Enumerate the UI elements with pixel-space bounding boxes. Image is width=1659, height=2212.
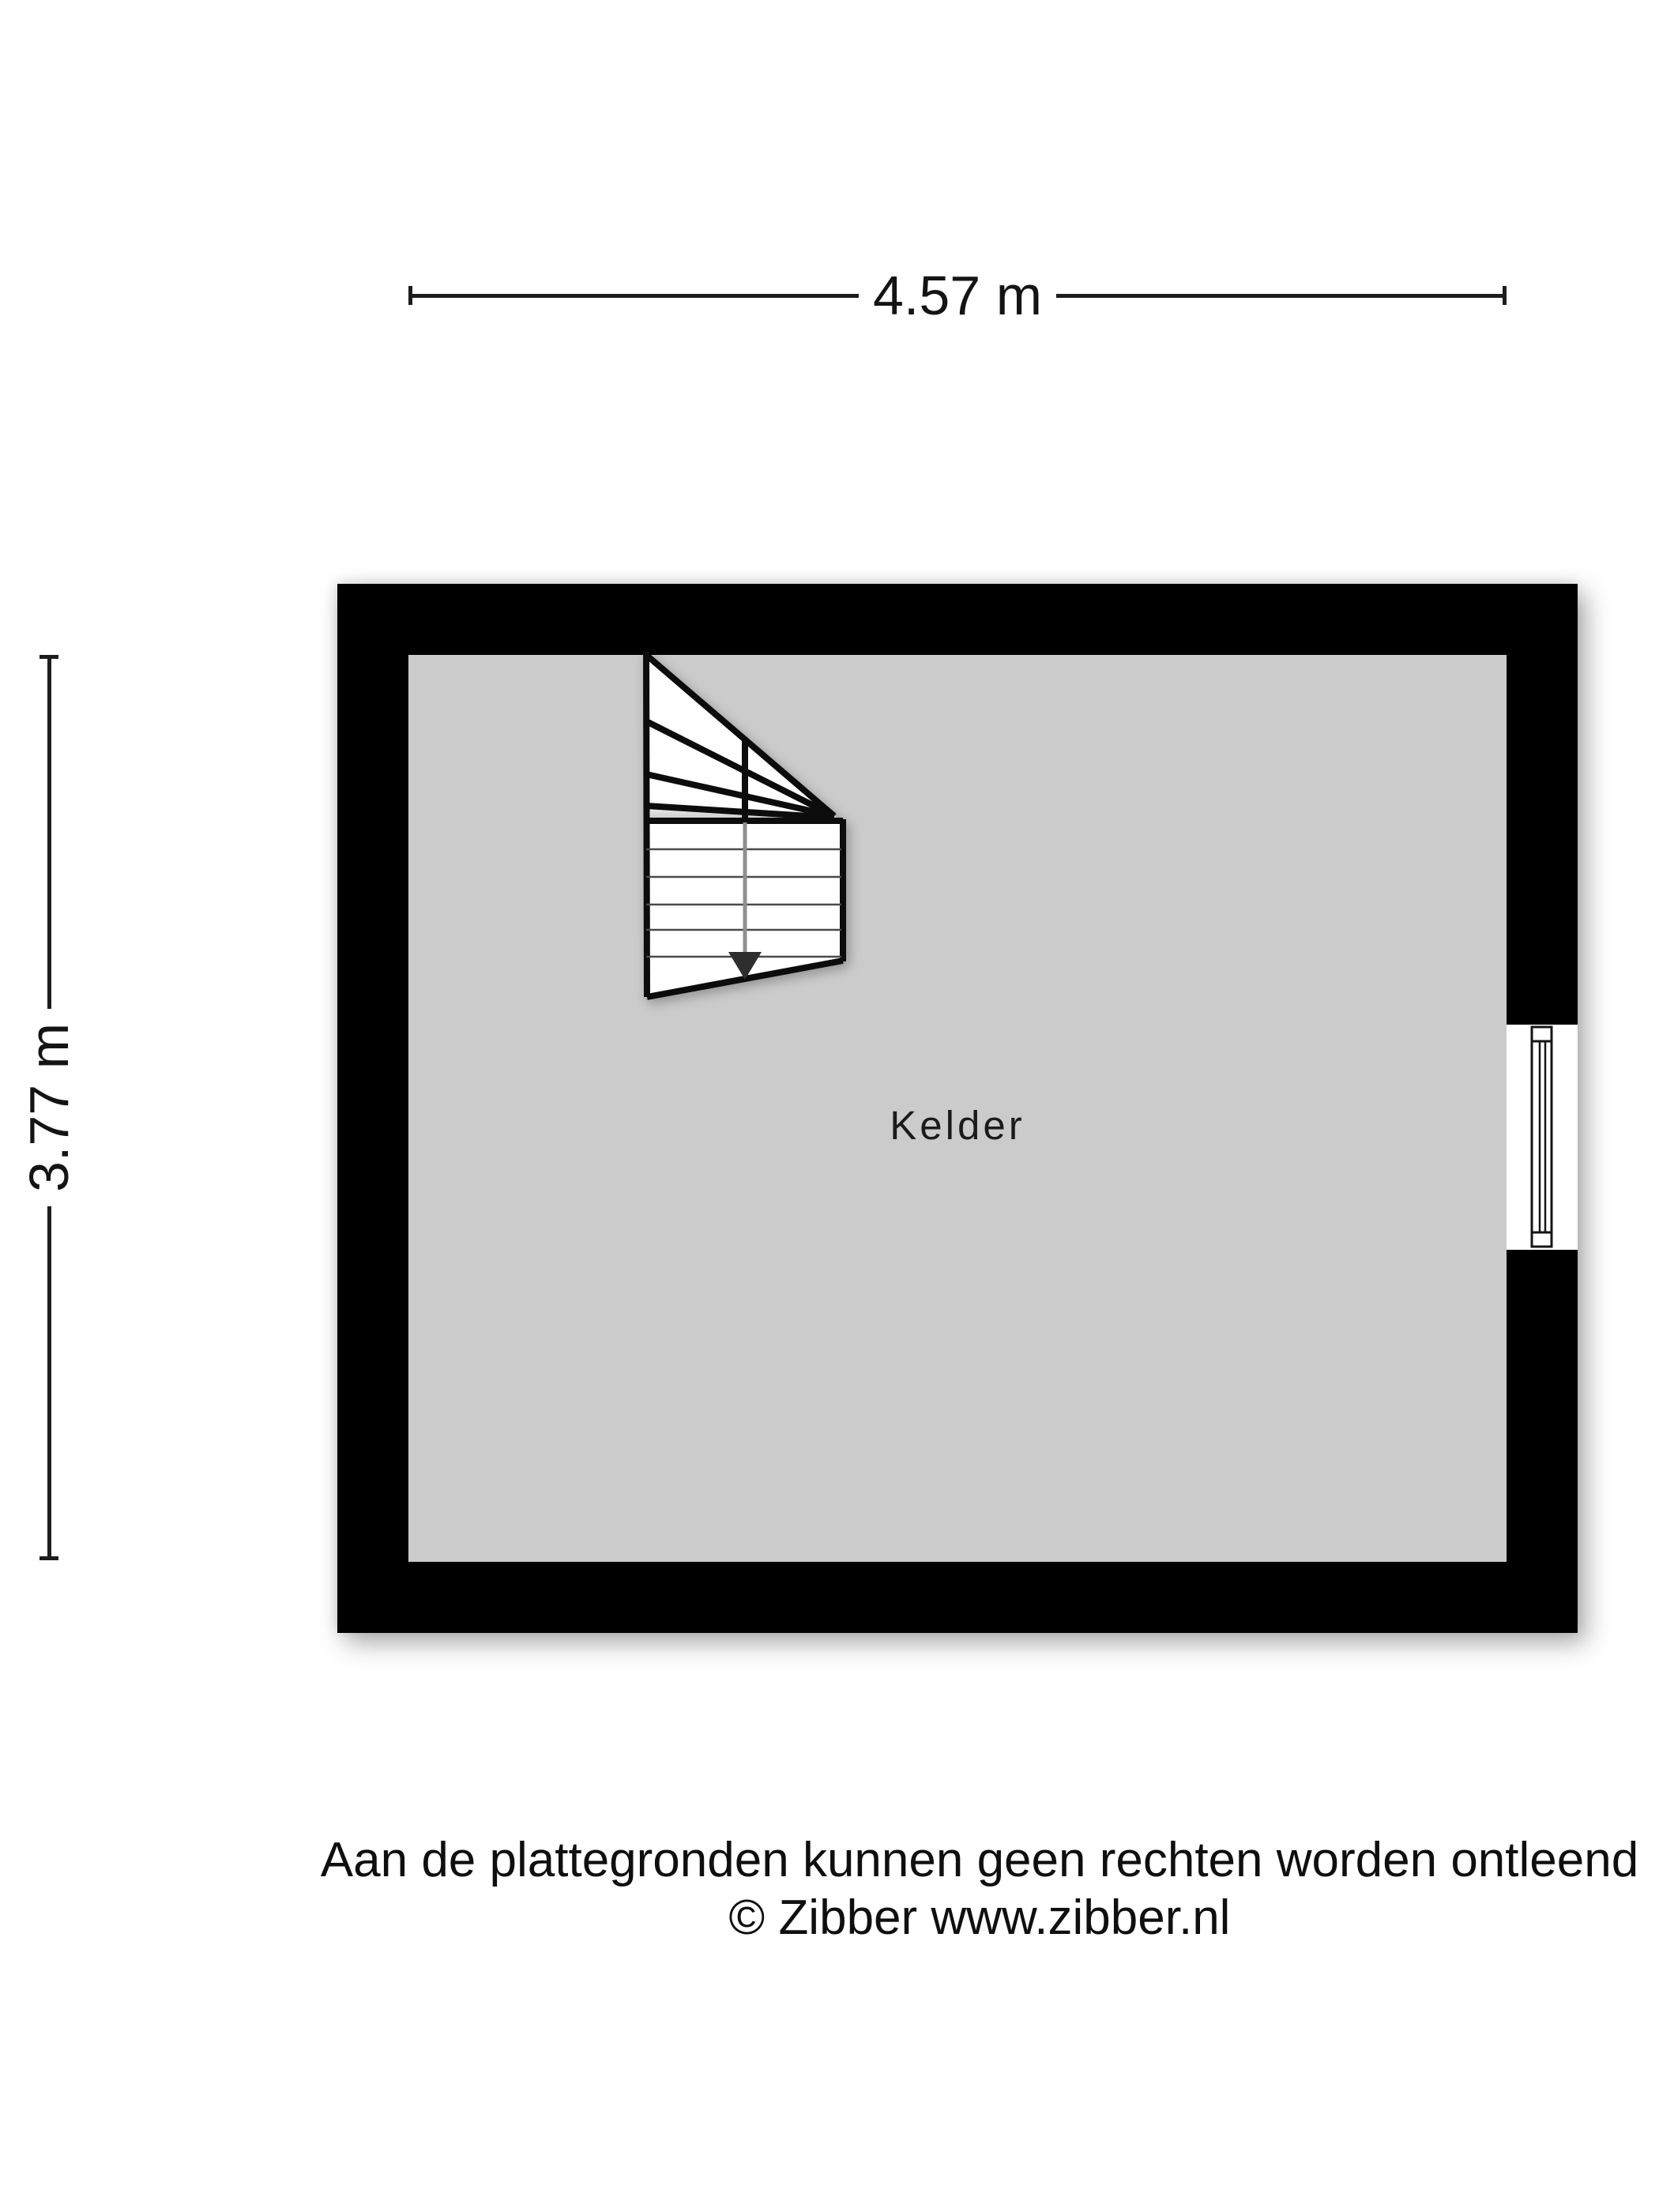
floor-plan xyxy=(337,584,1578,1633)
width-dimension xyxy=(408,265,1507,326)
dimension-line-segment xyxy=(412,294,859,298)
dimension-line-segment xyxy=(47,1206,51,1556)
height-dimension-label: 3.77 m xyxy=(18,1023,80,1192)
room-label: Kelder xyxy=(890,1103,1025,1148)
dimension-line-segment xyxy=(1056,294,1503,298)
width-dimension-label: 4.57 m xyxy=(873,265,1042,326)
dimension-line-segment xyxy=(47,659,51,1009)
footer xyxy=(190,1831,1659,1947)
disclaimer-text: Aan de plattegronden kunnen geen rechten worden ontleend xyxy=(320,1833,1639,1887)
dimension-end-tick xyxy=(40,1556,58,1560)
dimension-end-tick xyxy=(1503,286,1507,305)
copyright-text: © Zibber www.zibber.nl xyxy=(728,1890,1231,1945)
height-dimension xyxy=(18,655,80,1560)
